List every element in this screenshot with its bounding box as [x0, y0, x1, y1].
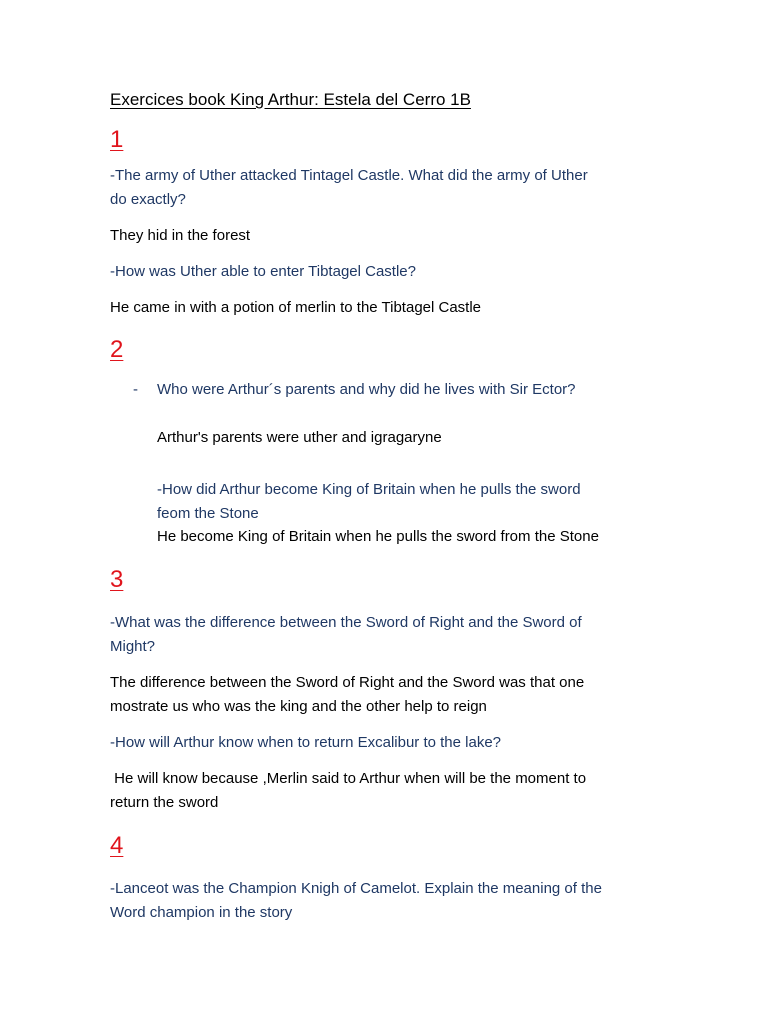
question-text: -Lanceot was the Champion Knigh of Camelot. Explain the meaning of the [110, 880, 602, 897]
document-title: Exercices book King Arthur: Estela del Cerro 1B [110, 90, 471, 109]
answer-text: They hid in the forest [110, 227, 251, 244]
section-number: 1 [110, 126, 124, 153]
question-text: -How did Arthur become King of Britain when he pulls the sword [157, 481, 581, 498]
question-text: Might? [110, 638, 156, 655]
answer-text: Arthur's parents were uther and igragaryne [157, 429, 442, 446]
question-text: -How was Uther able to enter Tibtagel Castle? [110, 263, 416, 280]
answer-text: He become King of Britain when he pulls the sword from the Stone [157, 528, 599, 545]
answer-text: return the sword [110, 794, 219, 811]
question-text: feom the Stone [157, 505, 259, 522]
section-number: 3 [110, 566, 124, 593]
answer-text: The difference between the Sword of Right and the Sword was that one [110, 674, 585, 691]
question-text: Word champion in the story [110, 904, 293, 921]
answer-text: He will know because ,Merlin said to Arthur when will be the moment to [110, 770, 587, 787]
section-number: 4 [110, 832, 124, 859]
question-text: -The army of Uther attacked Tintagel Castle. What did the army of Uther [110, 167, 588, 184]
question-text: -What was the difference between the Sword of Right and the Sword of [110, 614, 582, 631]
answer-text: mostrate us who was the king and the other help to reign [110, 698, 487, 715]
answer-text: He came in with a potion of merlin to the Tibtagel Castle [110, 299, 482, 316]
list-bullet: - [133, 381, 138, 398]
question-text: do exactly? [110, 191, 186, 208]
question-text: -How will Arthur know when to return Excalibur to the lake? [110, 734, 502, 751]
section-number: 2 [110, 336, 124, 363]
question-text: Who were Arthur´s parents and why did he lives with Sir Ector? [157, 381, 576, 398]
